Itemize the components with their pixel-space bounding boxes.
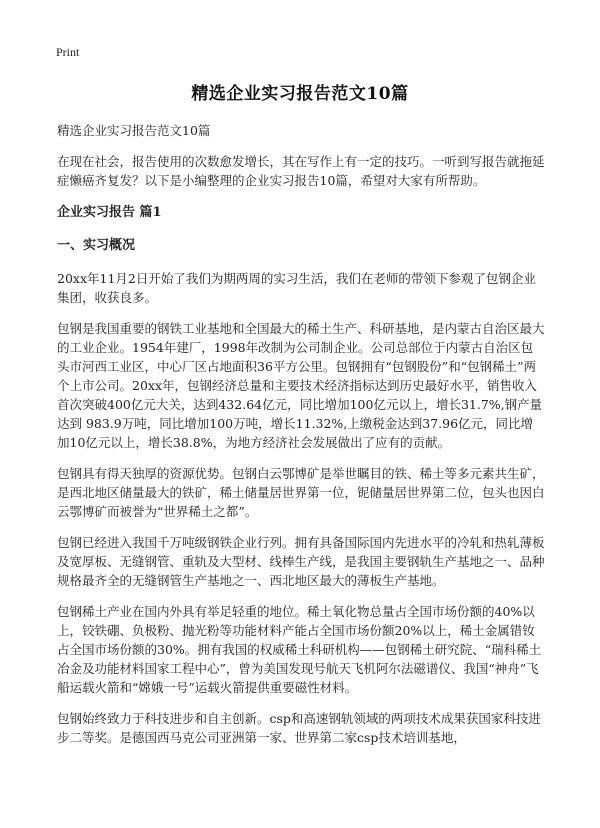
page-title: 精选企业实习报告范文10篇 — [191, 84, 409, 104]
body-paragraph: 包钢已经进入我国千万吨级钢铁企业行列。拥有具备国际国内先进水平的冷轧和热轧薄板及宽厚板、无缝钢管、重轨及大型材、线棒生产线，是我国主要钢轨生产基地之一、品种规格最齐全的无缝钢管生产基地之一、西北地区最大的薄板生产基地。 — [57, 535, 545, 588]
intro-paragraph: 在现在社会，报告使用的次数愈发增长，其在写作上有一定的技巧。一听到写报告就拖延症懒癌齐复发？以下是小编整理的企业实习报告10篇，希望对大家有所帮助。 — [57, 154, 545, 188]
body-paragraph: 包钢是我国重要的钢铁工业基地和全国最大的稀土生产、科研基地，是内蒙古自治区最大的工业企业。1954年建厂，1998年改制为公司制企业。公司总部位于内蒙古自治区包头市河西工业区，中心厂区占地面积36平方公里。包钢拥有“包钢股份”和“包钢稀土”两个上市公司。20xx年，包钢经济总量和主要技术经济指标达到历史最好水平，销售收入首次突破400亿元大关，达到432.64亿元，同比增加100亿元以上，增长31.7%,钢产量达到 983.9万吨，同比增加100万吨，增长11.32%,上缴税金达到37.96亿元，同比增加10亿元以上，增长38.8%，为地方经济社会发展做出了应有的贡献。 — [57, 321, 545, 450]
document-subtitle: 精选企业实习报告范文10篇 — [57, 123, 211, 138]
body-paragraph: 20xx年11月2日开始了我们为期两周的实习生活，我们在老师的带领下参观了包钢企业集团，收获良多。 — [57, 271, 536, 305]
print-link[interactable]: Print — [56, 45, 80, 59]
body-paragraph: 包钢稀土产业在国内外具有举足轻重的地位。稀土氧化物总量占全国市场份额的40%以上，铰铁硼、负极粉、抛光粉等功能材料产能占全国市场份额20%以上，稀土金属错钕占全国市场份额的30%。拥有我国的权威稀土科研机构——包钢稀土研究院、“瑞科稀土冶金及功能材料国家工程中心”，曾为美国发现号航天飞机阿尔法磁谱仪、我国“神舟”飞船运载火箭和“嫦娥一号”运载火箭提供重要磁性材料。 — [57, 604, 542, 695]
body-paragraph: 包钢始终致力于科技进步和自主创新。csp和高速钢轨领域的两项技术成果获国家科技进步二等奖。是德国西马克公司亚洲第一家、世界第二家csp技术培训基地， — [57, 711, 541, 745]
section-heading: 企业实习报告 篇1 — [57, 205, 162, 220]
subsection-heading: 一、实习概况 — [57, 238, 136, 253]
body-paragraph: 包钢具有得天独厚的资源优势。包钢白云鄂博矿是举世瞩目的铁、稀土等多元素共生矿，是西北地区储量最大的铁矿，稀土储量居世界第一位，铌储量居世界第二位，包头也因白云鄂博矿而被誉为“世界稀土之都”。 — [57, 466, 545, 519]
document-body — [57, 152, 545, 759]
